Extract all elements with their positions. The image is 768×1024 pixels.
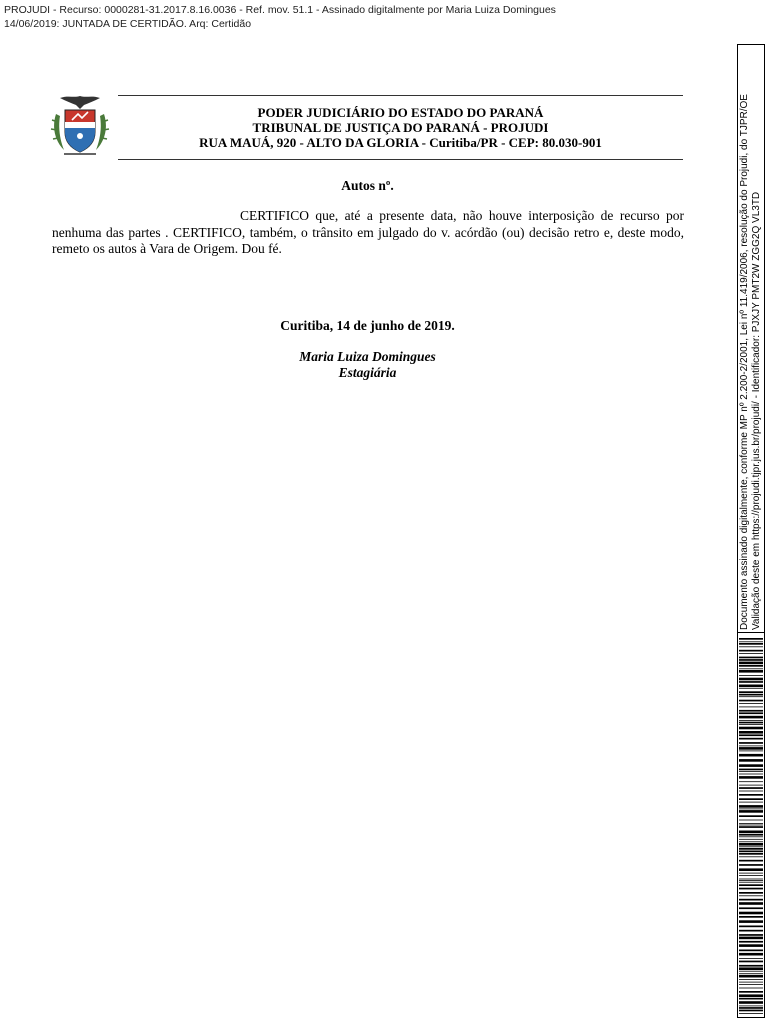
barcode-bar: [739, 681, 763, 683]
barcode-bar: [739, 769, 763, 771]
barcode-bar: [739, 678, 763, 681]
barcode-bar: [739, 902, 763, 905]
barcode-bar: [739, 668, 763, 669]
barcode-bar: [739, 1013, 763, 1014]
barcode-bar: [739, 873, 763, 874]
barcode-bar: [739, 738, 763, 740]
barcode-bar: [739, 685, 763, 688]
barcode-bar: [739, 892, 763, 894]
barcode-bar: [739, 984, 763, 985]
barcode-bar: [739, 843, 763, 846]
certification-text: CERTIFICO que, até a presente data, não houve interposição de recurso por nenhuma das partes . CERTIFICO, também, o trânsito em julgado do v. acórdão (ou) decisão retro e, deste modo, remeto os autos à Vara de Origem. Dou fé.: [52, 208, 684, 256]
barcode-bar: [739, 802, 763, 803]
barcode-bar: [739, 771, 763, 772]
sidebar-divider: [738, 632, 764, 633]
barcode-bar: [739, 724, 763, 725]
barcode-bar: [739, 703, 763, 704]
barcode-bar: [739, 884, 763, 886]
barcode-bar: [739, 646, 763, 647]
barcode-bar: [739, 926, 763, 928]
barcode-bar: [739, 734, 763, 736]
certification-paragraph: [52, 208, 684, 258]
barcode-bar: [739, 720, 763, 721]
barcode-bar: [739, 941, 763, 943]
barcode-bar: [739, 899, 763, 901]
barcode-bar: [739, 694, 763, 696]
barcode-bar: [739, 662, 763, 665]
barcode-bar: [739, 691, 763, 693]
barcode-bar: [739, 696, 763, 697]
barcode-bar: [739, 798, 763, 800]
barcode-bar: [739, 825, 763, 826]
header-rule-bottom: [118, 159, 683, 160]
barcode-bar: [739, 643, 763, 645]
barcode-bar: [739, 712, 763, 714]
document-date: Curitiba, 14 de junho de 2019.: [280, 318, 455, 333]
barcode-bar: [739, 988, 763, 989]
autos-label: Autos nº.: [341, 178, 394, 193]
barcode-bar: [739, 794, 763, 796]
barcode-bar: [739, 1010, 763, 1012]
signer-name: Maria Luiza Domingues: [299, 349, 436, 364]
barcode-bar: [739, 982, 763, 983]
barcode-bar: [739, 934, 763, 936]
barcode-bar: [739, 653, 763, 654]
barcode-bar: [739, 930, 763, 932]
barcode-bar: [739, 882, 763, 883]
barcode-bar: [739, 979, 763, 980]
barcode-bar: [739, 670, 763, 673]
barcode-bar: [739, 1006, 763, 1007]
barcode-bar: [739, 944, 763, 947]
barcode-bar: [739, 700, 763, 702]
barcode-bar: [739, 998, 763, 1000]
barcode-bar: [739, 826, 763, 828]
barcode-bar: [739, 888, 763, 890]
barcode-bar: [739, 809, 763, 810]
barcode-bar: [739, 991, 763, 993]
barcode-bar: [739, 781, 763, 782]
barcode-bar: [739, 907, 763, 909]
barcode-bar: [739, 754, 763, 757]
barcode-bar: [739, 638, 763, 640]
barcode-bar: [739, 834, 763, 836]
barcode-bar: [739, 688, 763, 689]
barcode-bar: [739, 958, 763, 959]
barcode-bar: [739, 751, 763, 752]
digital-signature-sidebar: [737, 44, 765, 1018]
barcode-bar: [739, 912, 763, 915]
header-court-name: PODER JUDICIÁRIO DO ESTADO DO PARANÁ: [257, 105, 544, 120]
barcode-bar: [739, 710, 763, 712]
header-address: RUA MAUÁ, 920 - ALTO DA GLORIA - Curitiba/PR - CEP: 80.030-901: [199, 135, 602, 150]
barcode-bar: [739, 831, 763, 834]
barcode-bar: [739, 815, 763, 817]
signature-validation-text: [739, 90, 765, 630]
barcode-bar: [739, 856, 763, 857]
barcode-bar: [739, 880, 763, 881]
barcode-bar: [739, 846, 763, 847]
barcode-bar: [739, 716, 763, 719]
barcode-bar: [739, 994, 763, 997]
barcode-bar: [739, 675, 763, 676]
signature-validation-line: Validação deste em https://projudi.tjpr.jus.br/projudi/ - Identificador: PJXJY PMT2W ZGG2Q VL3TD: [751, 191, 762, 630]
barcode-bar: [739, 961, 763, 963]
barcode-bar: [739, 659, 763, 661]
barcode-bar: [739, 920, 763, 923]
barcode-bar: [739, 851, 763, 853]
barcode-bar: [739, 707, 763, 708]
barcode-bar: [739, 975, 763, 978]
barcode-bar: [739, 875, 763, 876]
barcode-bar: [739, 1007, 763, 1009]
barcode-bar: [739, 810, 763, 813]
barcode-bar: [739, 1001, 763, 1004]
barcode-bar: [739, 791, 763, 792]
signer-role: Estagiária: [338, 365, 397, 380]
barcode-bar: [739, 787, 763, 789]
barcode-bar: [739, 759, 763, 762]
barcode-bar: [739, 937, 763, 940]
barcode-bar: [739, 879, 763, 880]
barcode-bar: [739, 722, 763, 724]
barcode-bar: [739, 967, 763, 970]
barcode-bar: [739, 820, 763, 821]
barcode-icon: [739, 637, 763, 1015]
barcode-bar: [739, 727, 763, 730]
barcode-bar: [739, 860, 763, 862]
barcode-bar: [739, 895, 763, 896]
barcode-bar: [739, 774, 763, 775]
barcode-bar: [739, 731, 763, 734]
barcode-bar: [739, 916, 763, 918]
barcode-bar: [739, 641, 763, 642]
barcode-bar: [739, 953, 763, 956]
top-header-line-1: PROJUDI - Recurso: 0000281-31.2017.8.16.0036 - Ref. mov. 51.1 - Assinado digitalmente por Maria Luiza Domingues: [4, 4, 556, 16]
signature-legal-line: Documento assinado digitalmente, conforme MP nº 2.200-2/2001, Lei nº 11.419/2006, resolução do Projudi, do TJPR/OE: [739, 94, 750, 630]
barcode-bar: [739, 864, 763, 866]
barcode-bar: [739, 965, 763, 967]
barcode-bar: [739, 650, 763, 652]
barcode-bar: [739, 747, 763, 750]
barcode-bar: [739, 746, 763, 747]
barcode-bar: [739, 785, 763, 786]
barcode-bar: [739, 973, 763, 974]
barcode-bar: [739, 764, 763, 767]
barcode-bar: [739, 776, 763, 779]
header-rule-top: [118, 95, 683, 96]
barcode-bar: [739, 853, 763, 855]
top-header-line-2: 14/06/2019: JUNTADA DE CERTIDÃO. Arq: Certidão: [4, 18, 252, 30]
barcode-bar: [739, 971, 763, 972]
header-tribunal-name: TRIBUNAL DE JUSTIÇA DO PARANÁ - PROJUDI: [252, 120, 549, 135]
barcode-bar: [739, 742, 763, 744]
barcode-bar: [739, 836, 763, 837]
barcode-bar: [739, 950, 763, 952]
barcode-bar: [739, 839, 763, 840]
barcode-bar: [739, 805, 763, 808]
barcode-bar: [739, 657, 763, 659]
barcode-bar: [739, 665, 763, 667]
barcode-bar: [739, 841, 763, 842]
parana-coat-of-arms-icon: [46, 92, 114, 160]
barcode-bar: [739, 823, 763, 824]
barcode-bar: [739, 868, 763, 871]
barcode-bar: [739, 848, 763, 850]
